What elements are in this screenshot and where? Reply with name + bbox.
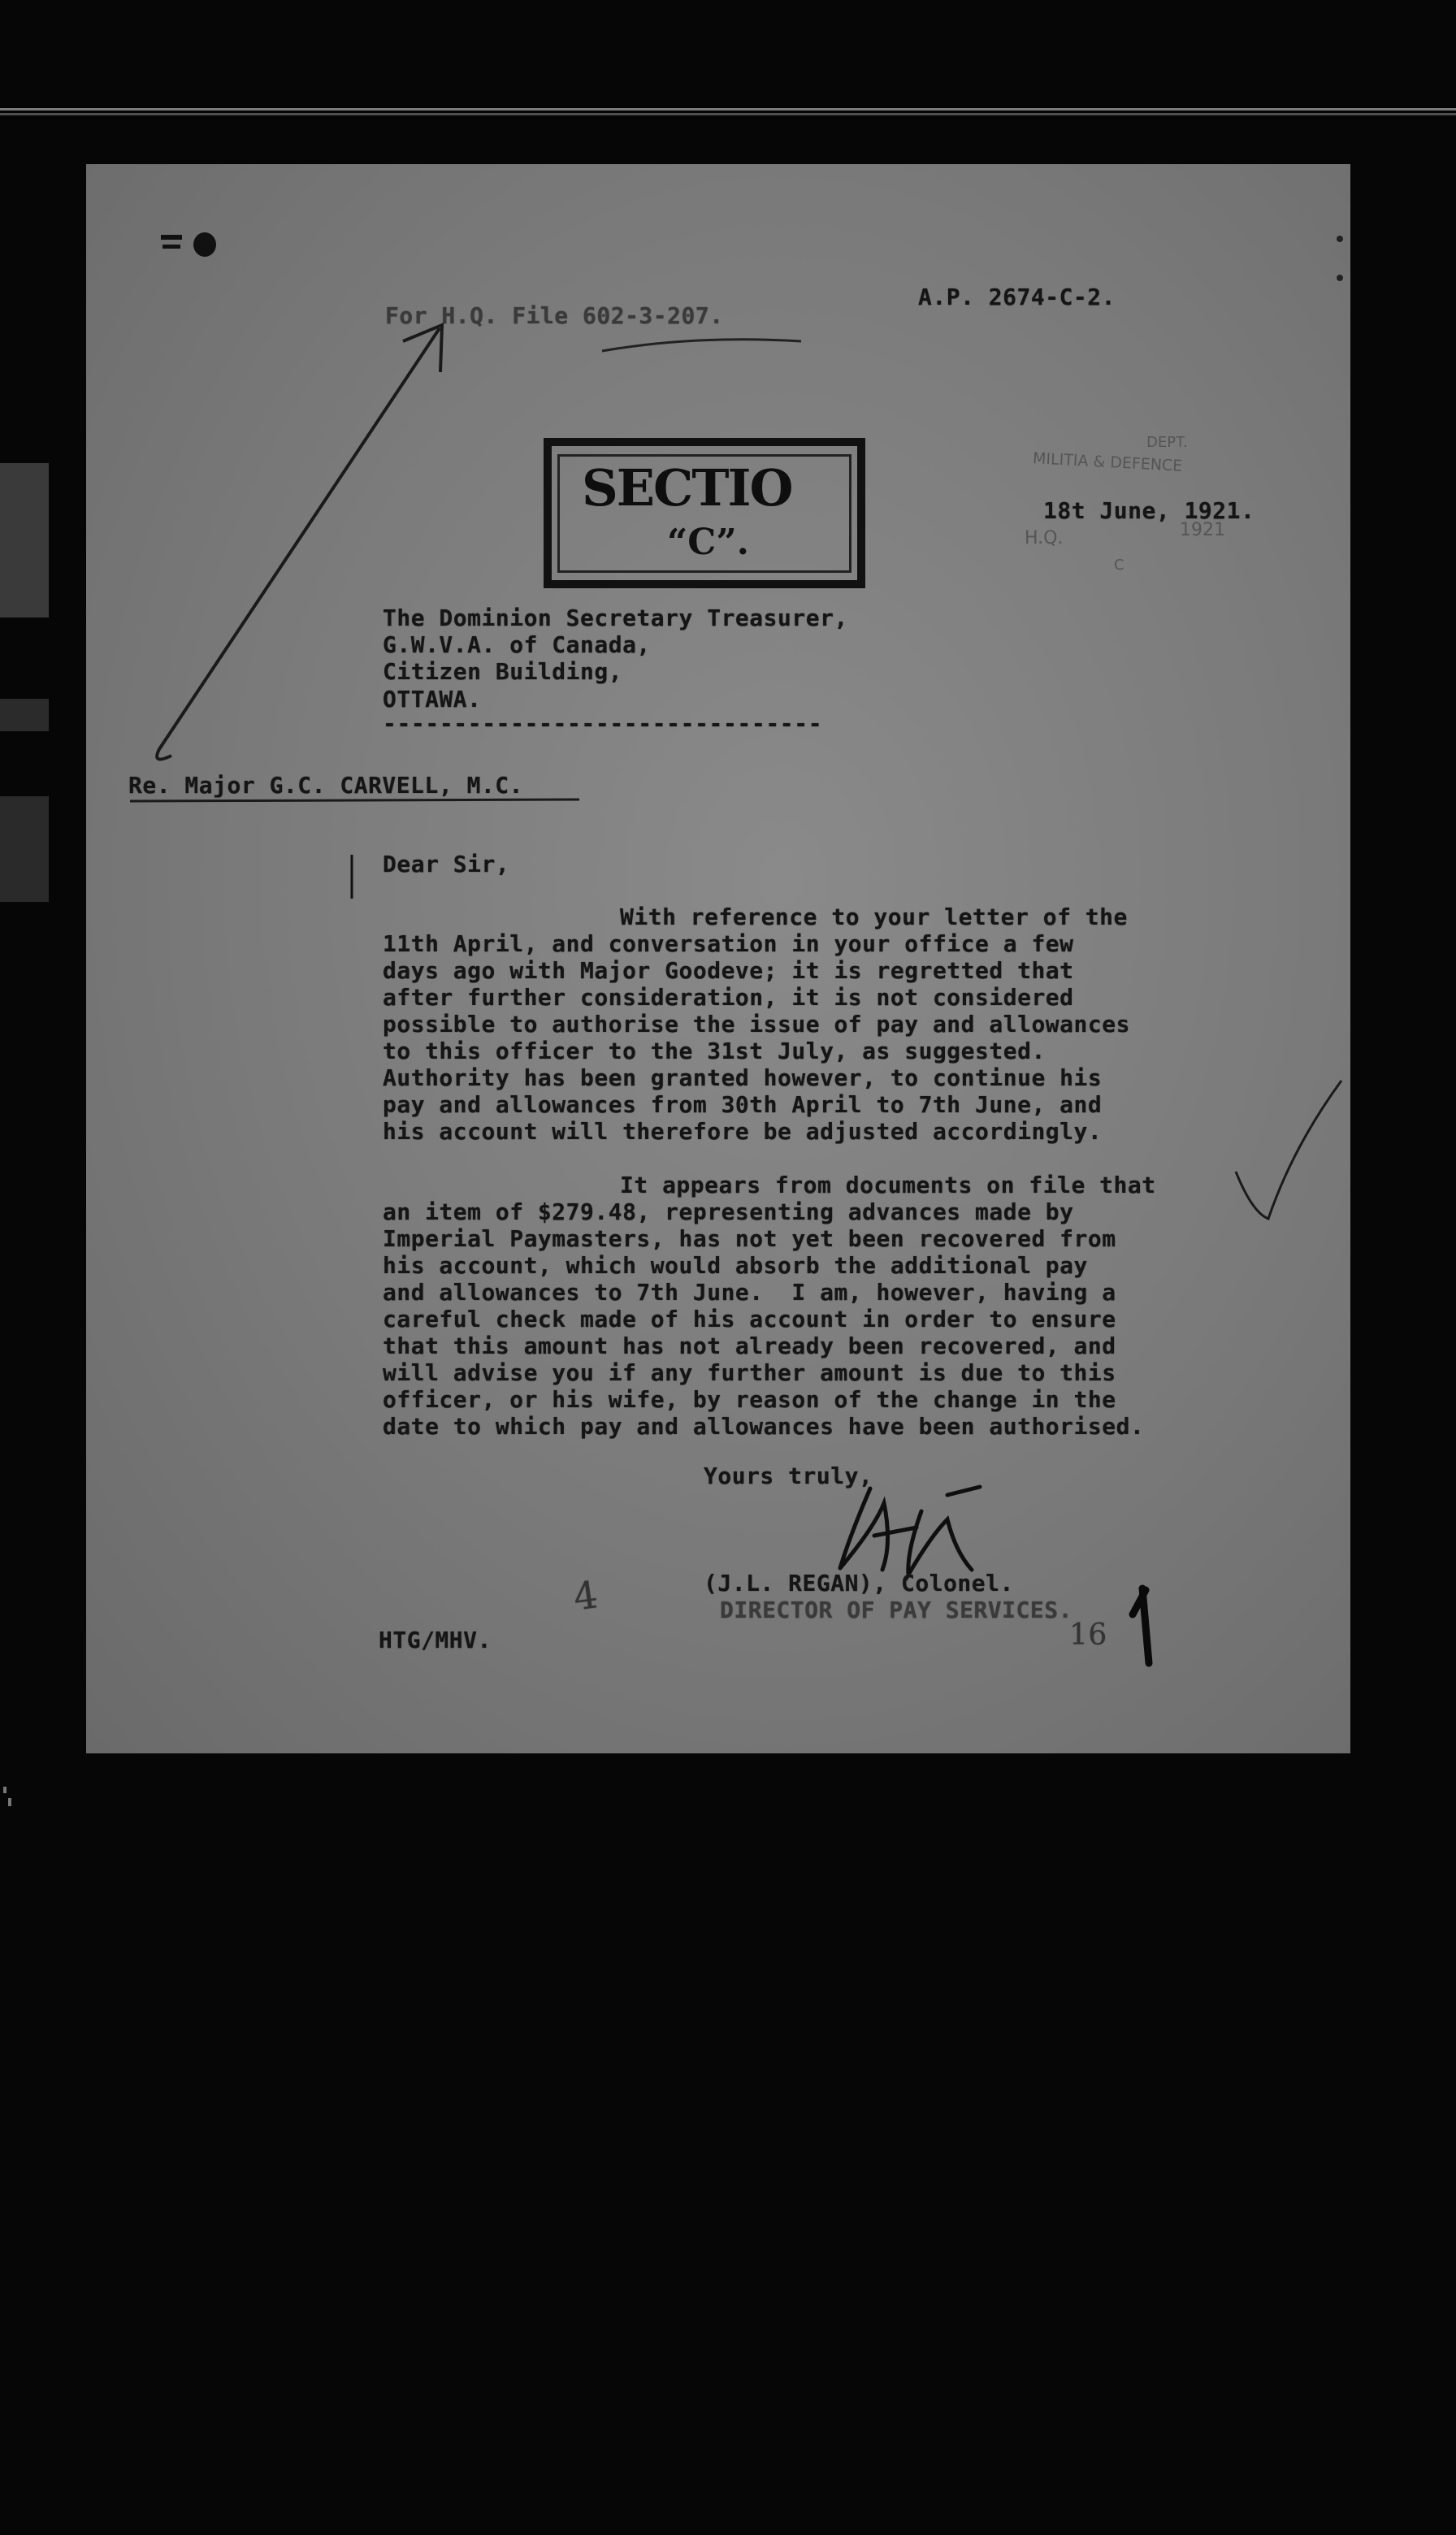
paragraph-1-line: With reference to your letter of the	[620, 904, 1128, 930]
addressee-line: OTTAWA.	[383, 686, 482, 713]
closing: Yours truly,	[704, 1462, 873, 1489]
paragraph-2-line: will advise you if any further amount is due to this	[383, 1359, 1116, 1386]
salutation: Dear Sir,	[383, 851, 510, 878]
film-edge-shadow	[0, 796, 49, 902]
ink-smudge-mark	[159, 225, 224, 274]
film-speck	[0, 1783, 24, 1832]
paragraph-1-line: possible to authorise the issue of pay and allowances	[383, 1011, 1130, 1038]
received-stamp-line: MILITIA & DEFENCE	[1032, 449, 1183, 475]
paragraph-2-line: his account, which would absorb the additional pay	[383, 1252, 1088, 1279]
addressee-line: The Dominion Secretary Treasurer,	[383, 604, 848, 631]
addressee-line: G.W.V.A. of Canada,	[383, 631, 651, 658]
margin-number-right: 16	[1069, 1618, 1107, 1652]
addressee-rule: -------------------------------	[383, 710, 823, 737]
film-edge-shadow	[0, 699, 49, 731]
paragraph-2-line: an item of $279.48, representing advances made by	[383, 1198, 1074, 1225]
paragraph-2-line: officer, or his wife, by reason of the change in the	[383, 1386, 1116, 1413]
subject-underline	[128, 796, 583, 806]
paragraph-1-line: 11th April, and conversation in your office a few	[383, 930, 1074, 957]
pen-tick-mark	[348, 853, 356, 902]
paragraph-2-line: It appears from documents on file that	[620, 1172, 1156, 1198]
film-edge-shadow	[0, 463, 49, 618]
margin-number-left: 4	[570, 1572, 601, 1619]
paragraph-2-line: that this amount has not already been recovered, and	[383, 1332, 1116, 1359]
paragraph-1-line: to this officer to the 31st July, as suggested.	[383, 1038, 1046, 1064]
paragraph-2-line: and allowances to 7th June. I am, however, having a	[383, 1279, 1116, 1306]
section-stamp-title: SECTIO	[582, 458, 792, 518]
received-stamp-line: C	[1114, 557, 1124, 574]
section-stamp-subtitle: “C”.	[667, 522, 749, 563]
pen-arrow	[127, 310, 509, 847]
letter-page	[86, 164, 1350, 1753]
paragraph-2-line: careful check made of his account in order to ensure	[383, 1306, 1116, 1332]
paragraph-1-line: his account will therefore be adjusted accordingly.	[383, 1118, 1103, 1145]
paragraph-2-line: date to which pay and allowances have been authorised.	[383, 1413, 1145, 1440]
pen-mark	[1118, 1582, 1167, 1671]
paragraph-1-line: days ago with Major Goodeve; it is regretted that	[383, 957, 1074, 984]
handwritten-signature	[826, 1479, 1029, 1584]
subject-line: Re. Major G.C. CARVELL, M.C.	[128, 772, 524, 799]
paragraph-2-line: Imperial Paymasters, has not yet been recovered from	[383, 1225, 1116, 1252]
addressee-line: Citizen Building,	[383, 658, 623, 685]
signature-title: DIRECTOR OF PAY SERVICES.	[720, 1597, 1072, 1623]
letter-date: 18t June, 1921.	[1043, 497, 1255, 524]
paragraph-1-line: pay and allowances from 30th April to 7th June, and	[383, 1091, 1103, 1118]
paragraph-1-line: after further consideration, it is not considered	[383, 984, 1074, 1011]
paragraph-1-line: Authority has been granted however, to continue his	[383, 1064, 1103, 1091]
received-stamp-line: 1921	[1180, 520, 1225, 540]
typist-initials: HTG/MHV.	[379, 1627, 492, 1653]
pen-underline	[598, 327, 809, 359]
received-stamp-line: H.Q.	[1025, 528, 1064, 548]
received-stamp-line: DEPT.	[1146, 434, 1188, 451]
pen-check-mark	[1220, 1074, 1350, 1237]
ap-reference: A.P. 2674-C-2.	[918, 284, 1116, 310]
signature-name: (J.L. REGAN), Colonel.	[704, 1570, 1014, 1597]
film-edge-line	[0, 113, 1456, 115]
ink-speck	[1333, 229, 1350, 310]
file-reference: For H.Q. File 602-3-207.	[385, 302, 724, 329]
film-edge-line	[0, 108, 1456, 110]
